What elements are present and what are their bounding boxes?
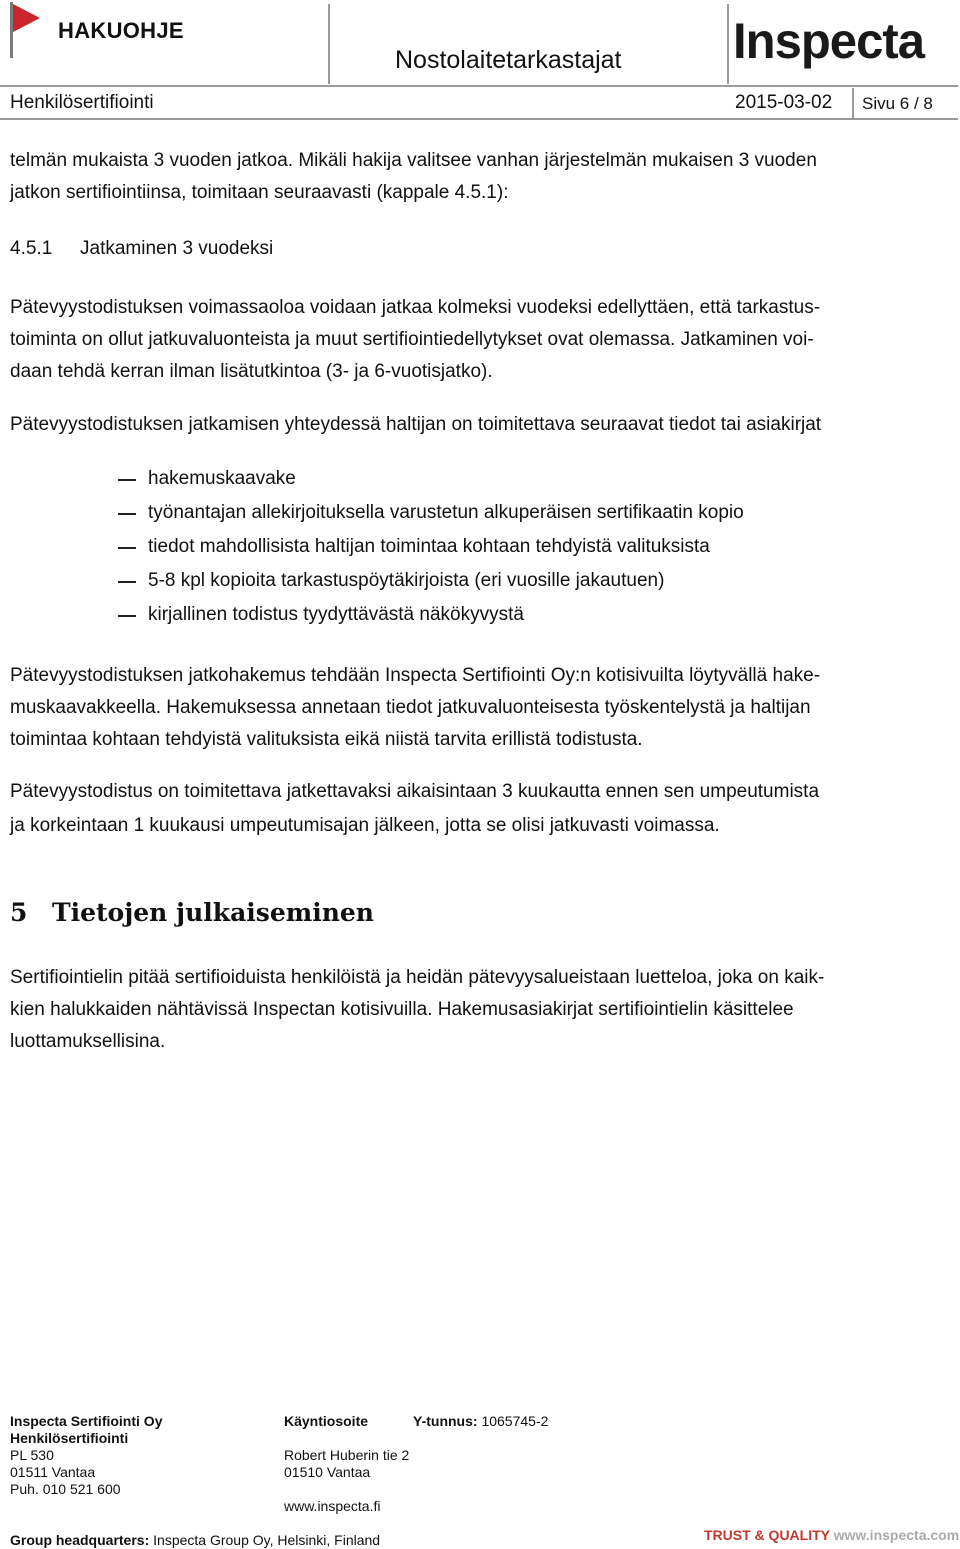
paragraph-publication: Sertifiointielin pitää sertifioiduista henkilöistä ja heidän pätevyysalueistaan luetteloa, joka on kaik- kien halukkaiden nähtävissä Inspectan kotisivuilla. Hakemusasiakirjat sertifiointielin käsittelee luottamuksellisina.	[10, 967, 825, 1052]
footer-po-box: PL 530	[10, 1447, 54, 1463]
list-item: hakemuskaavake	[118, 462, 744, 496]
footer-postal: 01511 Vantaa	[10, 1464, 96, 1480]
trust-quality-tagline: TRUST & QUALITY www.inspecta.com	[704, 1527, 960, 1543]
dash-bullet-icon	[118, 479, 136, 481]
paragraph-application: Pätevyystodistuksen jatkohakemus tehdään Inspecta Sertifiointi Oy:n kotisivuilta löytyvällä hake- muskaavakkeella. Hakemuksessa annetaan tiedot jatkuvaluonteisesta työskentelystä ja haltijan toimintaa kohtaan tehdyistä valituksista eikä niistä tarvita erillistä todistusta.	[10, 665, 821, 750]
footer-website-link[interactable]: www.inspecta.fi	[284, 1498, 381, 1514]
header-divider	[328, 4, 330, 84]
footer-unit: Henkilösertifiointi	[10, 1430, 129, 1446]
footer-street: Robert Huberin tie 2	[284, 1447, 410, 1463]
footer-visit-postal: 01510 Vantaa	[284, 1464, 371, 1480]
list-item: työnantajan allekirjoituksella varustetun alkuperäisen sertifikaatin kopio	[118, 496, 744, 530]
dash-bullet-icon	[118, 513, 136, 515]
intro-paragraph: telmän mukaista 3 vuoden jatkoa. Mikäli hakija valitsee vanhan järjestelmän mukaisen 3 vuoden jatkon sertifiointiinsa, toimitaan seuraavasti (kappale 4.5.1):	[10, 150, 817, 203]
page-number: Sivu 6 / 8	[862, 94, 933, 113]
list-item: kirjallinen todistus tyydyttävästä näkökyvystä	[118, 598, 744, 632]
inspecta-logo: Inspecta	[733, 13, 924, 69]
header-rule	[0, 85, 958, 87]
header-date: 2015-03-02	[735, 92, 833, 113]
header-section: Henkilösertifiointi	[10, 92, 154, 113]
subsection-title: Jatkaminen 3 vuodeksi	[80, 238, 274, 259]
footer-global-link[interactable]: www.inspecta.com	[833, 1527, 960, 1543]
section-number: 5	[10, 898, 28, 927]
list-item: 5-8 kpl kopioita tarkastuspöytäkirjoista (eri vuosille jakautuen)	[118, 564, 744, 598]
dash-bullet-icon	[118, 581, 136, 583]
footer-visit-label: Käyntiosoite	[284, 1413, 369, 1429]
paragraph-documents-intro: Pätevyystodistuksen jatkamisen yhteydessä haltijan on toimitettava seuraavat tiedot tai asiakirjat	[10, 414, 822, 435]
dash-bullet-icon	[118, 615, 136, 617]
brand-flag-icon	[10, 2, 42, 58]
subsection-heading	[10, 238, 273, 260]
header-divider	[852, 88, 854, 118]
document-title: Nostolaitetarkastajat	[395, 46, 622, 74]
footer-headquarters: Group headquarters: Inspecta Group Oy, Helsinki, Finland	[10, 1532, 381, 1548]
subsection-number: 4.5.1	[10, 238, 53, 259]
footer-company: Inspecta Sertifiointi Oy	[10, 1413, 163, 1429]
footer-business-id: Y-tunnus: 1065745-2	[413, 1413, 549, 1429]
section-title: Tietojen julkaiseminen	[52, 898, 374, 927]
footer-phone: Puh. 010 521 600	[10, 1481, 121, 1497]
header-rule	[0, 118, 958, 120]
header-divider	[727, 4, 729, 84]
section-heading	[10, 898, 374, 927]
document-type: HAKUOHJE	[58, 18, 184, 43]
dash-bullet-icon	[118, 547, 136, 549]
required-documents-list	[118, 462, 744, 632]
paragraph-continuation: Pätevyystodistuksen voimassaoloa voidaan jatkaa kolmeksi vuodeksi edellyttäen, että tarkastus- toiminta on ollut jatkuvaluonteista ja muut sertifiointiedellytykset ovat olemassa. Jatkaminen voi- daan tehdä kerran ilman lisätutkintoa (3- ja 6-vuotisjatko).	[10, 297, 821, 382]
list-item: tiedot mahdollisista haltijan toimintaa kohtaan tehdyistä valituksista	[118, 530, 744, 564]
paragraph-deadline: Pätevyystodistus on toimitettava jatkettavaksi aikaisintaan 3 kuukautta ennen sen umpeutumista ja korkeintaan 1 kuukausi umpeutumisajan jälkeen, jotta se olisi jatkuvasti voimassa.	[10, 781, 820, 836]
